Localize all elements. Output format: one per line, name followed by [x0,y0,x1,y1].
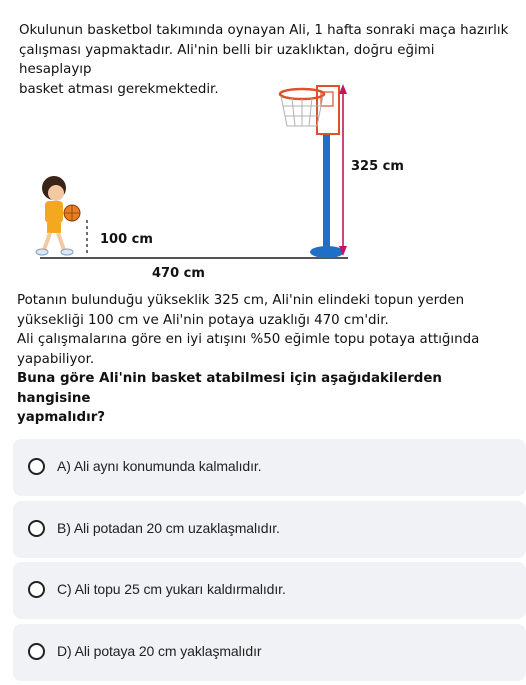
question-prompt-line: yapmalıdır? [17,410,106,425]
radio-button[interactable] [28,458,45,475]
radio-button[interactable] [28,520,45,537]
body-line: yapabiliyor. [17,351,95,367]
answer-option-label: C) Ali topu 25 cm yukarı kaldırmalıdır. [57,581,286,597]
intro-line: çalışması yapmaktadır. Ali'nin belli bir uzaklıktan, doğru eğimi hesaplayıp [19,42,435,77]
question-prompt-line: Buna göre Ali'nin basket atabilmesi için aşağıdakilerden hangisine [17,371,442,406]
radio-button[interactable] [28,643,45,660]
intro-line: basket atması gerekmektedir. [19,81,219,97]
hoop-height-label: 325 cm [351,159,404,174]
answer-options [13,439,526,685]
answer-option-d[interactable] [13,624,526,681]
player-illustration [36,176,80,255]
question-body [17,291,507,428]
answer-option-label: A) Ali aynı konumunda kalmalıdır. [57,458,262,474]
intro-line: Okulunun basketbol takımında oynayan Ali, 1 hafta sonraki maça hazırlık [19,23,509,38]
answer-option-a[interactable] [13,439,526,496]
body-line: Potanın bulunduğu yükseklik 325 cm, Ali'nin elindeki topun yerden [17,293,465,308]
answer-option-label: B) Ali potadan 20 cm uzaklaşmalıdır. [57,519,280,536]
answer-option-label: D) Ali potaya 20 cm yaklaşmalıdır [57,642,262,659]
answer-option-c[interactable] [13,562,526,619]
body-line: yüksekliği 100 cm ve Ali'nin potaya uzaklığı 470 cm'dir. [17,312,389,328]
hoop-pole [323,120,330,252]
body-line: Ali çalışmalarına göre en iyi atışını %50 eğimle topu potaya attığında [17,332,480,347]
radio-button[interactable] [28,581,45,598]
ball-height-label: 100 cm [100,232,153,247]
answer-option-b[interactable] [13,501,526,558]
distance-label: 470 cm [152,266,205,281]
basketball-figure [30,80,404,285]
